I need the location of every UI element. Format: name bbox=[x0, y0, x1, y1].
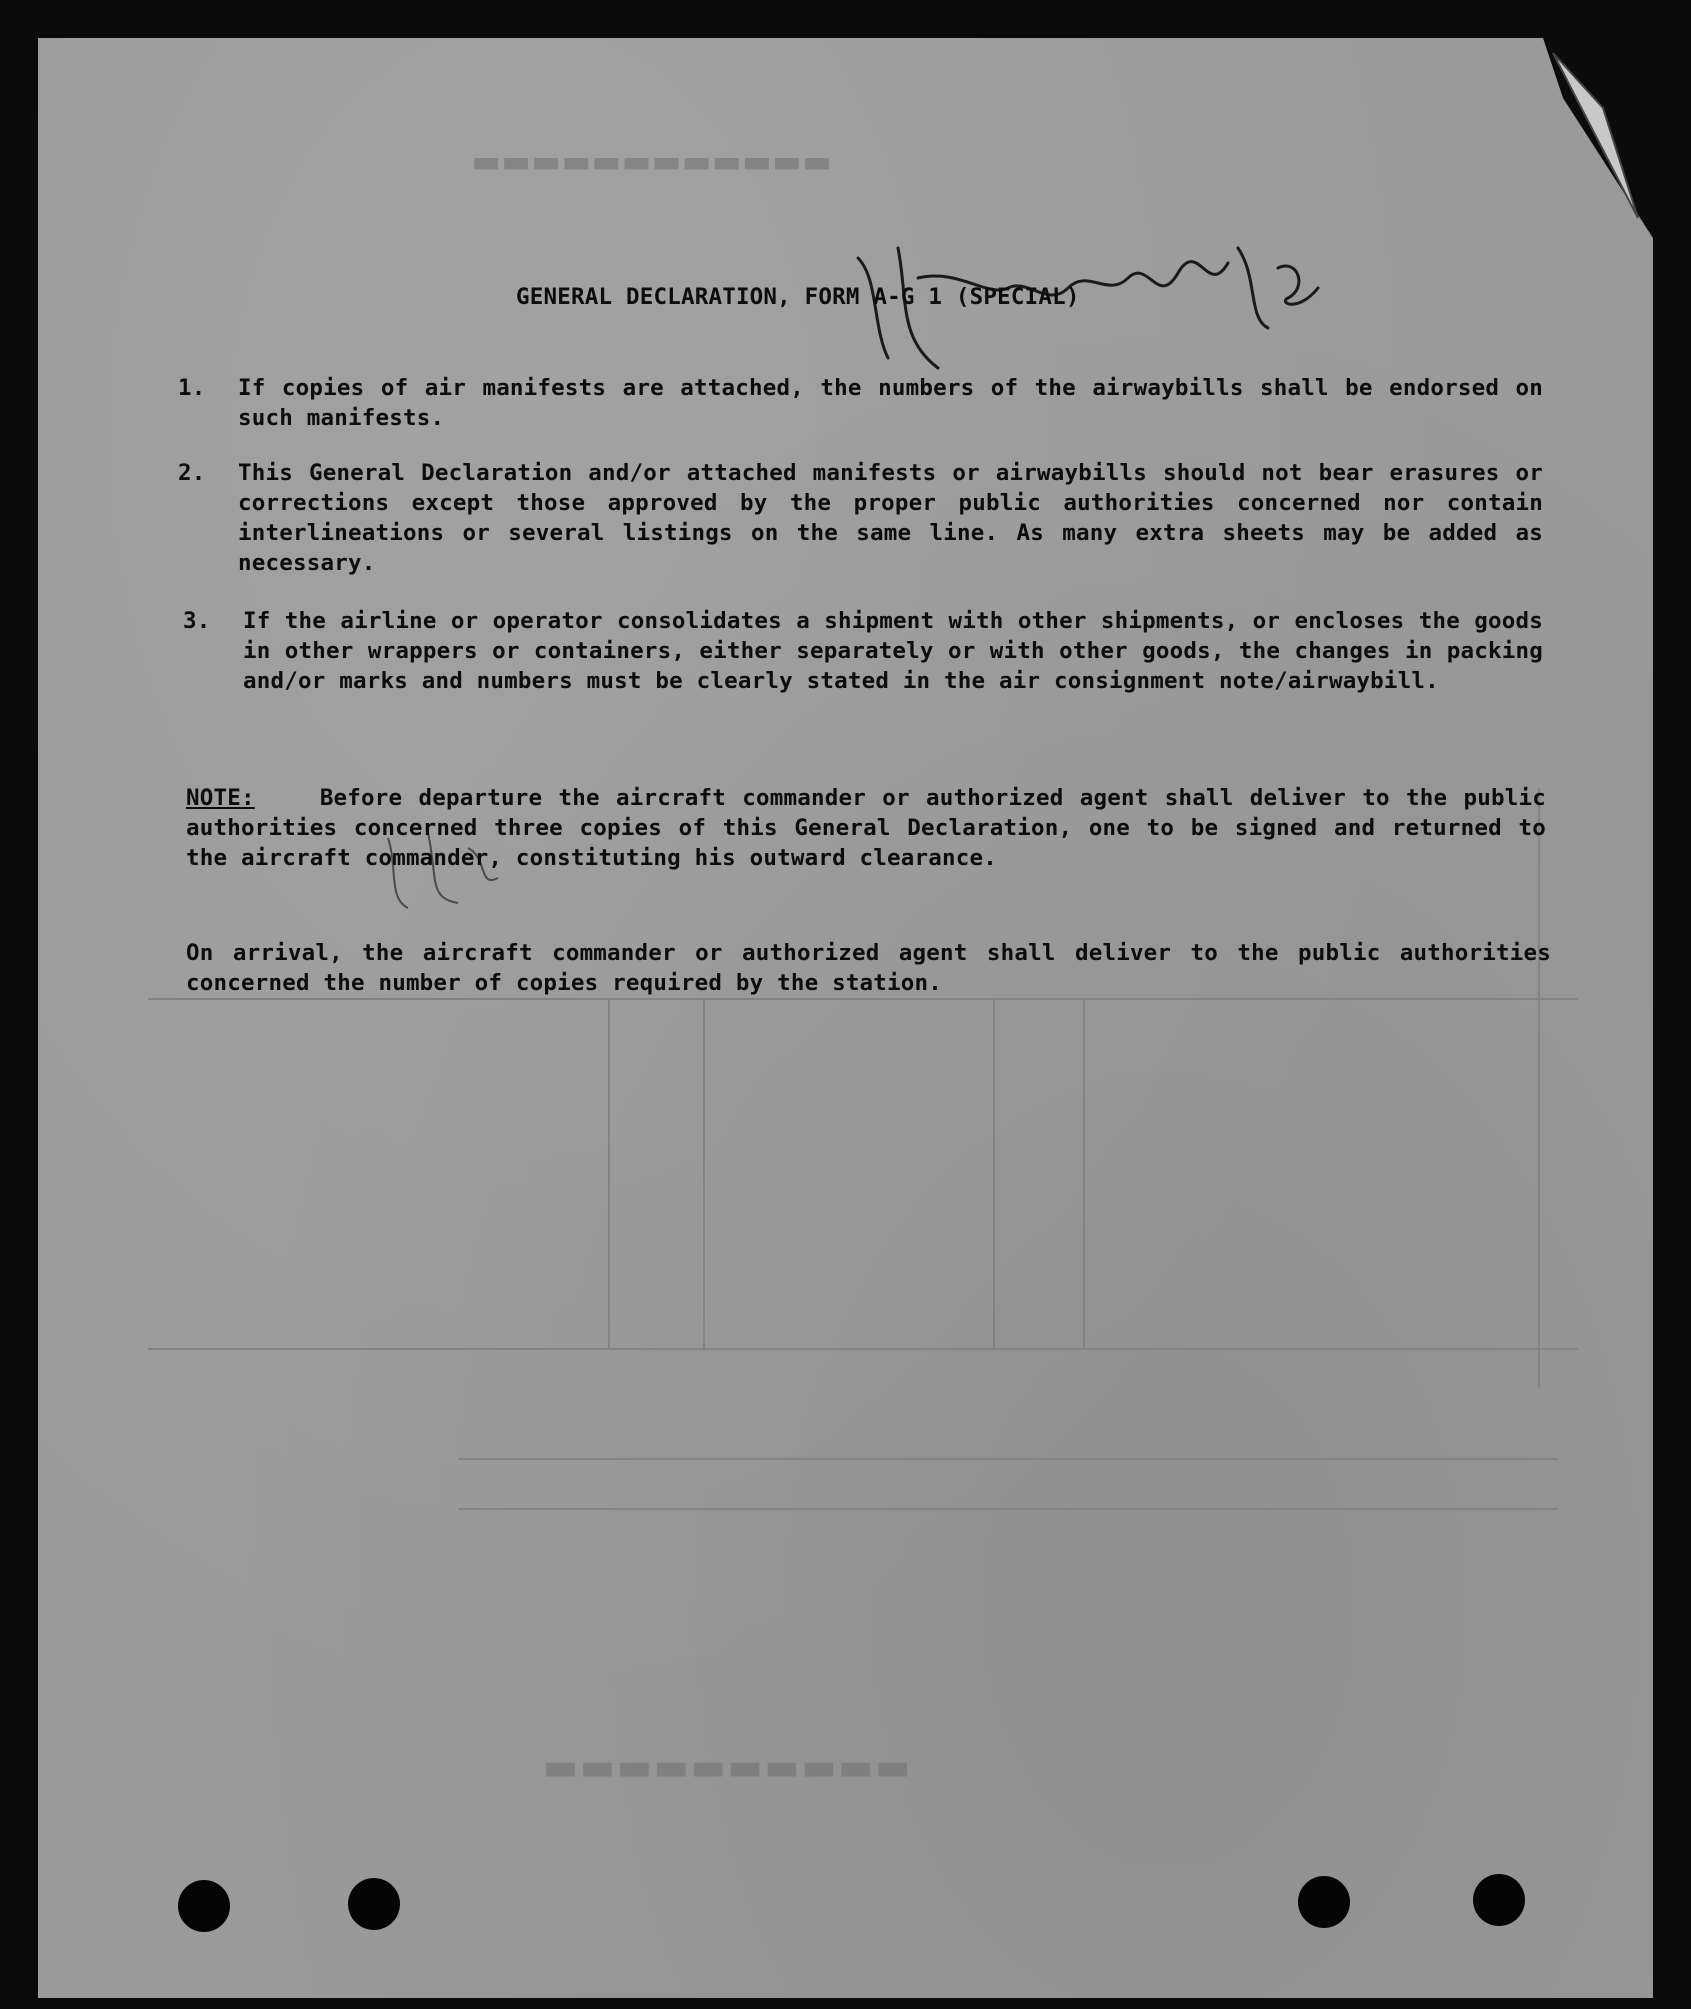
note-paragraph bbox=[186, 783, 1546, 873]
document-page bbox=[38, 38, 1653, 1998]
item-text: If the airline or operator consolidates a shipment with other shipments, or encloses the goods in other wrappers or containers, either separately or with other goods, the changes in packing and/or marks and numbers must be clearly stated in the air consignment note/airwaybill. bbox=[243, 608, 1543, 694]
note-text: Before departure the aircraft commander or authorized agent shall deliver to the public authorities concerned three copies of this General Declaration, one to be signed and returned to the aircraft commander, constituting his outward clearance. bbox=[186, 785, 1546, 871]
item-number: 1. bbox=[178, 375, 206, 401]
bleed-grid-line bbox=[458, 1508, 1558, 1510]
bleed-grid-line bbox=[1083, 998, 1085, 1348]
bleed-grid-line bbox=[1538, 788, 1540, 1388]
bleed-grid-line bbox=[608, 998, 610, 1348]
note-label: NOTE: bbox=[186, 785, 255, 811]
page-title: GENERAL DECLARATION, FORM A-G 1 (SPECIAL) bbox=[516, 284, 1080, 310]
bleed-grid-line bbox=[148, 998, 1578, 1000]
bleed-through-footer: ▬▬▬▬▬▬▬▬▬▬ bbox=[538, 1738, 907, 1794]
punch-hole bbox=[348, 1878, 400, 1930]
arrival-paragraph: On arrival, the aircraft commander or authorized agent shall deliver to the public authorities concerned the number of copies required by the station. bbox=[186, 940, 1551, 996]
item-number: 3. bbox=[183, 608, 211, 634]
item-text: If copies of air manifests are attached, the numbers of the airwaybills shall be endorsed on such manifests. bbox=[238, 375, 1543, 431]
punch-hole bbox=[178, 1880, 230, 1932]
punch-hole bbox=[1298, 1876, 1350, 1928]
punch-hole bbox=[1473, 1874, 1525, 1926]
item-text: This General Declaration and/or attached manifests or airwaybills should not bear erasures or corrections except those approved by the proper public authorities concerned nor contain interlineations or several listings on the same line. As many extra sheets may be added as necessary. bbox=[238, 460, 1543, 576]
bleed-through-heading: ▬▬▬▬▬▬▬▬▬▬▬▬ bbox=[468, 138, 829, 184]
folded-corner bbox=[1543, 38, 1653, 238]
bleed-grid-line bbox=[458, 1458, 1558, 1460]
item-number: 2. bbox=[178, 460, 206, 486]
bleed-grid-line bbox=[703, 998, 705, 1348]
bleed-grid-line bbox=[148, 1348, 1578, 1350]
bleed-grid-line bbox=[993, 998, 995, 1348]
